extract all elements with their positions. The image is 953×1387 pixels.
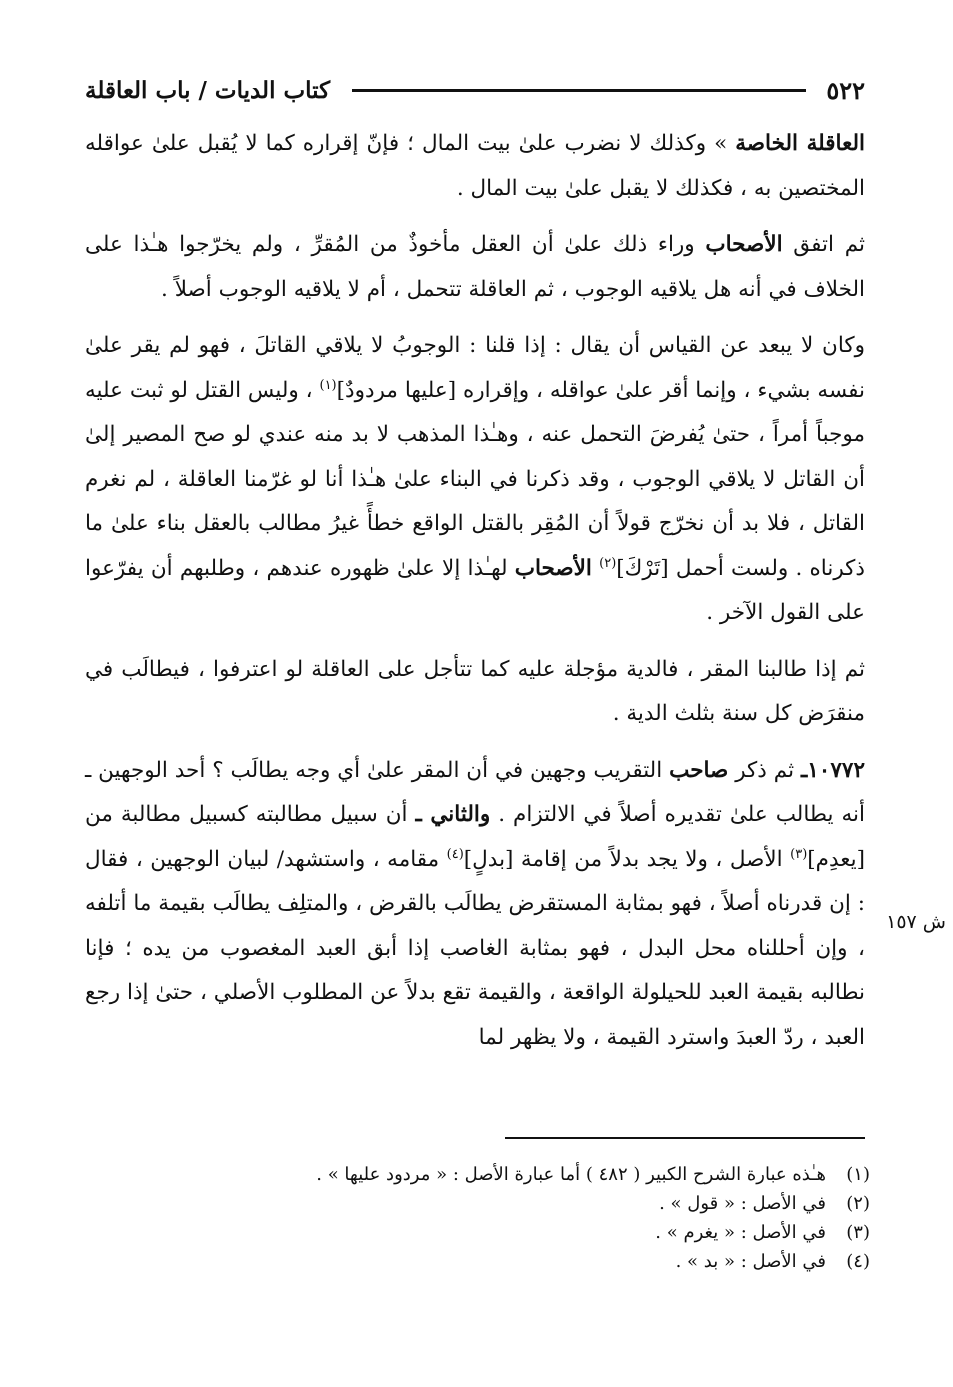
footnote xyxy=(85,1218,870,1247)
bold-term: صاحب xyxy=(669,757,729,783)
text-run: ، وليس القتل لو ثبت عليه موجباً أمراً ، حتىٰ يُفرضَ التحمل عنه ، وهـٰذا المذهب لا بد منه عندي لو صح المصير إلىٰ أن القاتل لا يلاقي الوجوب ، وقد ذكرنا في البناء علىٰ هـٰذا أنا لو غرّمنا العاقلة ، لم نغرم القاتل ، فلا بد أن نخرّج قولاً أن المُقِر بالقتل الواقع خطأً غيرُ مطالب بالعقل بناء علىٰ ما ذكرناه . ولست أحمل [تَرْكَ] xyxy=(85,377,865,581)
text-run: التقريب وجهين في أن المقر علىٰ أي وجه يطالَب ؟ أحد الوجهين ـ أنه يطالب علىٰ تقديره أصلاً في الالتزام . xyxy=(85,757,865,827)
text-run: » وكذلك لا نضرب علىٰ بيت المال ؛ فإنّ إقراره كما لا يُقبل علىٰ عواقله المختصين به ، فكذلك لا يقبل علىٰ بيت المال . xyxy=(85,131,865,201)
paragraph xyxy=(85,324,865,636)
text-run: مقامه ، واستشهد/ لبيان الوجهين ، فقال : إن قدرناه أصلاً ، فهو بمثابة المستقرض يطالَب بالقرض ، والمتلِف يطالَب بقيمة ما أتلفه ، وإن أحللناه محل البدل ، فهو بمثابة الغاصب إذا أبق العبد المغصوب من يده ؛ فإنا نطالبه بقيمة العبد للحيلولة الواقعة ، والقيمة تقع بدلاً عن المطلوب الأصلي ، حتىٰ إذا رجع العبد ، ردّ العبدَ واسترد القيمة ، ولا يظهر لما xyxy=(85,846,865,1050)
text-run: لهـٰذا إلا علىٰ ظهوره عندهم ، وطلبهم أن يفرّعوا على القول الآخر . xyxy=(85,555,865,625)
bold-term: ١٠٧٧٢ـ xyxy=(800,757,865,783)
footnote-number: (٢) xyxy=(846,1193,870,1214)
footnote-ref: (٤) xyxy=(446,846,464,862)
footnote-text: هـٰذه عبارة الشرح الكبير ( ٤٨٢ ) أما عبارة الأصل : « مردود عليها » . xyxy=(316,1164,826,1185)
running-title: كتاب الديات / باب العاقلة xyxy=(85,76,331,104)
text-run: ثم اتفق xyxy=(782,232,865,257)
paragraph xyxy=(85,122,865,211)
text-run: وراء ذلك علىٰ أن العقل مأخوذٌ من المُقرِّ ، ولم يخرّجوا هـٰذا على الخلاف في أنه هل يلاقيه الوجوب ، ثم العاقلة تتحمل ، أم لا يلاقيه الوجوب أصلاً . xyxy=(85,232,865,302)
paragraph xyxy=(85,648,865,737)
footnote-ref: (١) xyxy=(319,377,337,393)
bold-term: والثاني ـ xyxy=(415,802,491,827)
text-run: وكان لا يبعد عن القياس أن يقال : إذا قلنا : الوجوبُ لا يلاقي القاتلَ ، فهو لم يقر علىٰ نفسه بشيء ، وإنما أقر علىٰ عواقله ، وإقراره [عليها مردودٌ] xyxy=(85,333,865,403)
footnote-ref: (٣) xyxy=(790,846,808,862)
footnote xyxy=(85,1247,870,1276)
footnote-text: في الأصل : « قول » . xyxy=(659,1193,826,1214)
running-header xyxy=(85,70,865,110)
bold-term: الأصحاب xyxy=(514,555,592,581)
text-run: أن سبيل مطالبته كسبيل مطالبة من [يعدِم] xyxy=(85,802,865,872)
body-text xyxy=(85,122,865,1060)
footnote-number: (٣) xyxy=(846,1222,870,1243)
footnotes xyxy=(85,1160,870,1276)
text-run: ثم إذا طالبنا المقر ، فالدية مؤجلة عليه كما تتأجل على العاقلة لو اعترفوا ، فيطالَب في منقرَض كل سنة بثلث الدية . xyxy=(85,656,865,726)
footnote-number: (١) xyxy=(846,1164,870,1185)
paragraph xyxy=(85,223,865,312)
bold-term: الأصحاب xyxy=(705,232,783,257)
footnote xyxy=(85,1189,870,1218)
footnote-text: في الأصل : « بد » . xyxy=(675,1251,826,1272)
footnote xyxy=(85,1160,870,1189)
footnote-number: (٤) xyxy=(846,1251,870,1272)
footnote-text: في الأصل : « يغرم » . xyxy=(655,1222,826,1243)
bold-term: العاقلة الخاصة xyxy=(735,131,865,156)
text-run: الأصل ، ولا يجد بدلاً من إقامة [بدلٍ] xyxy=(463,846,791,872)
footnote-ref: (٢) xyxy=(599,555,617,571)
paragraph xyxy=(85,749,865,1061)
manuscript-folio-note: ش ١٥٧ xyxy=(886,911,946,933)
text-run: ثم ذكر xyxy=(728,757,801,783)
footnote-separator xyxy=(505,1137,865,1139)
page-number: ٥٢٢ xyxy=(826,75,865,105)
header-rule xyxy=(352,89,806,92)
